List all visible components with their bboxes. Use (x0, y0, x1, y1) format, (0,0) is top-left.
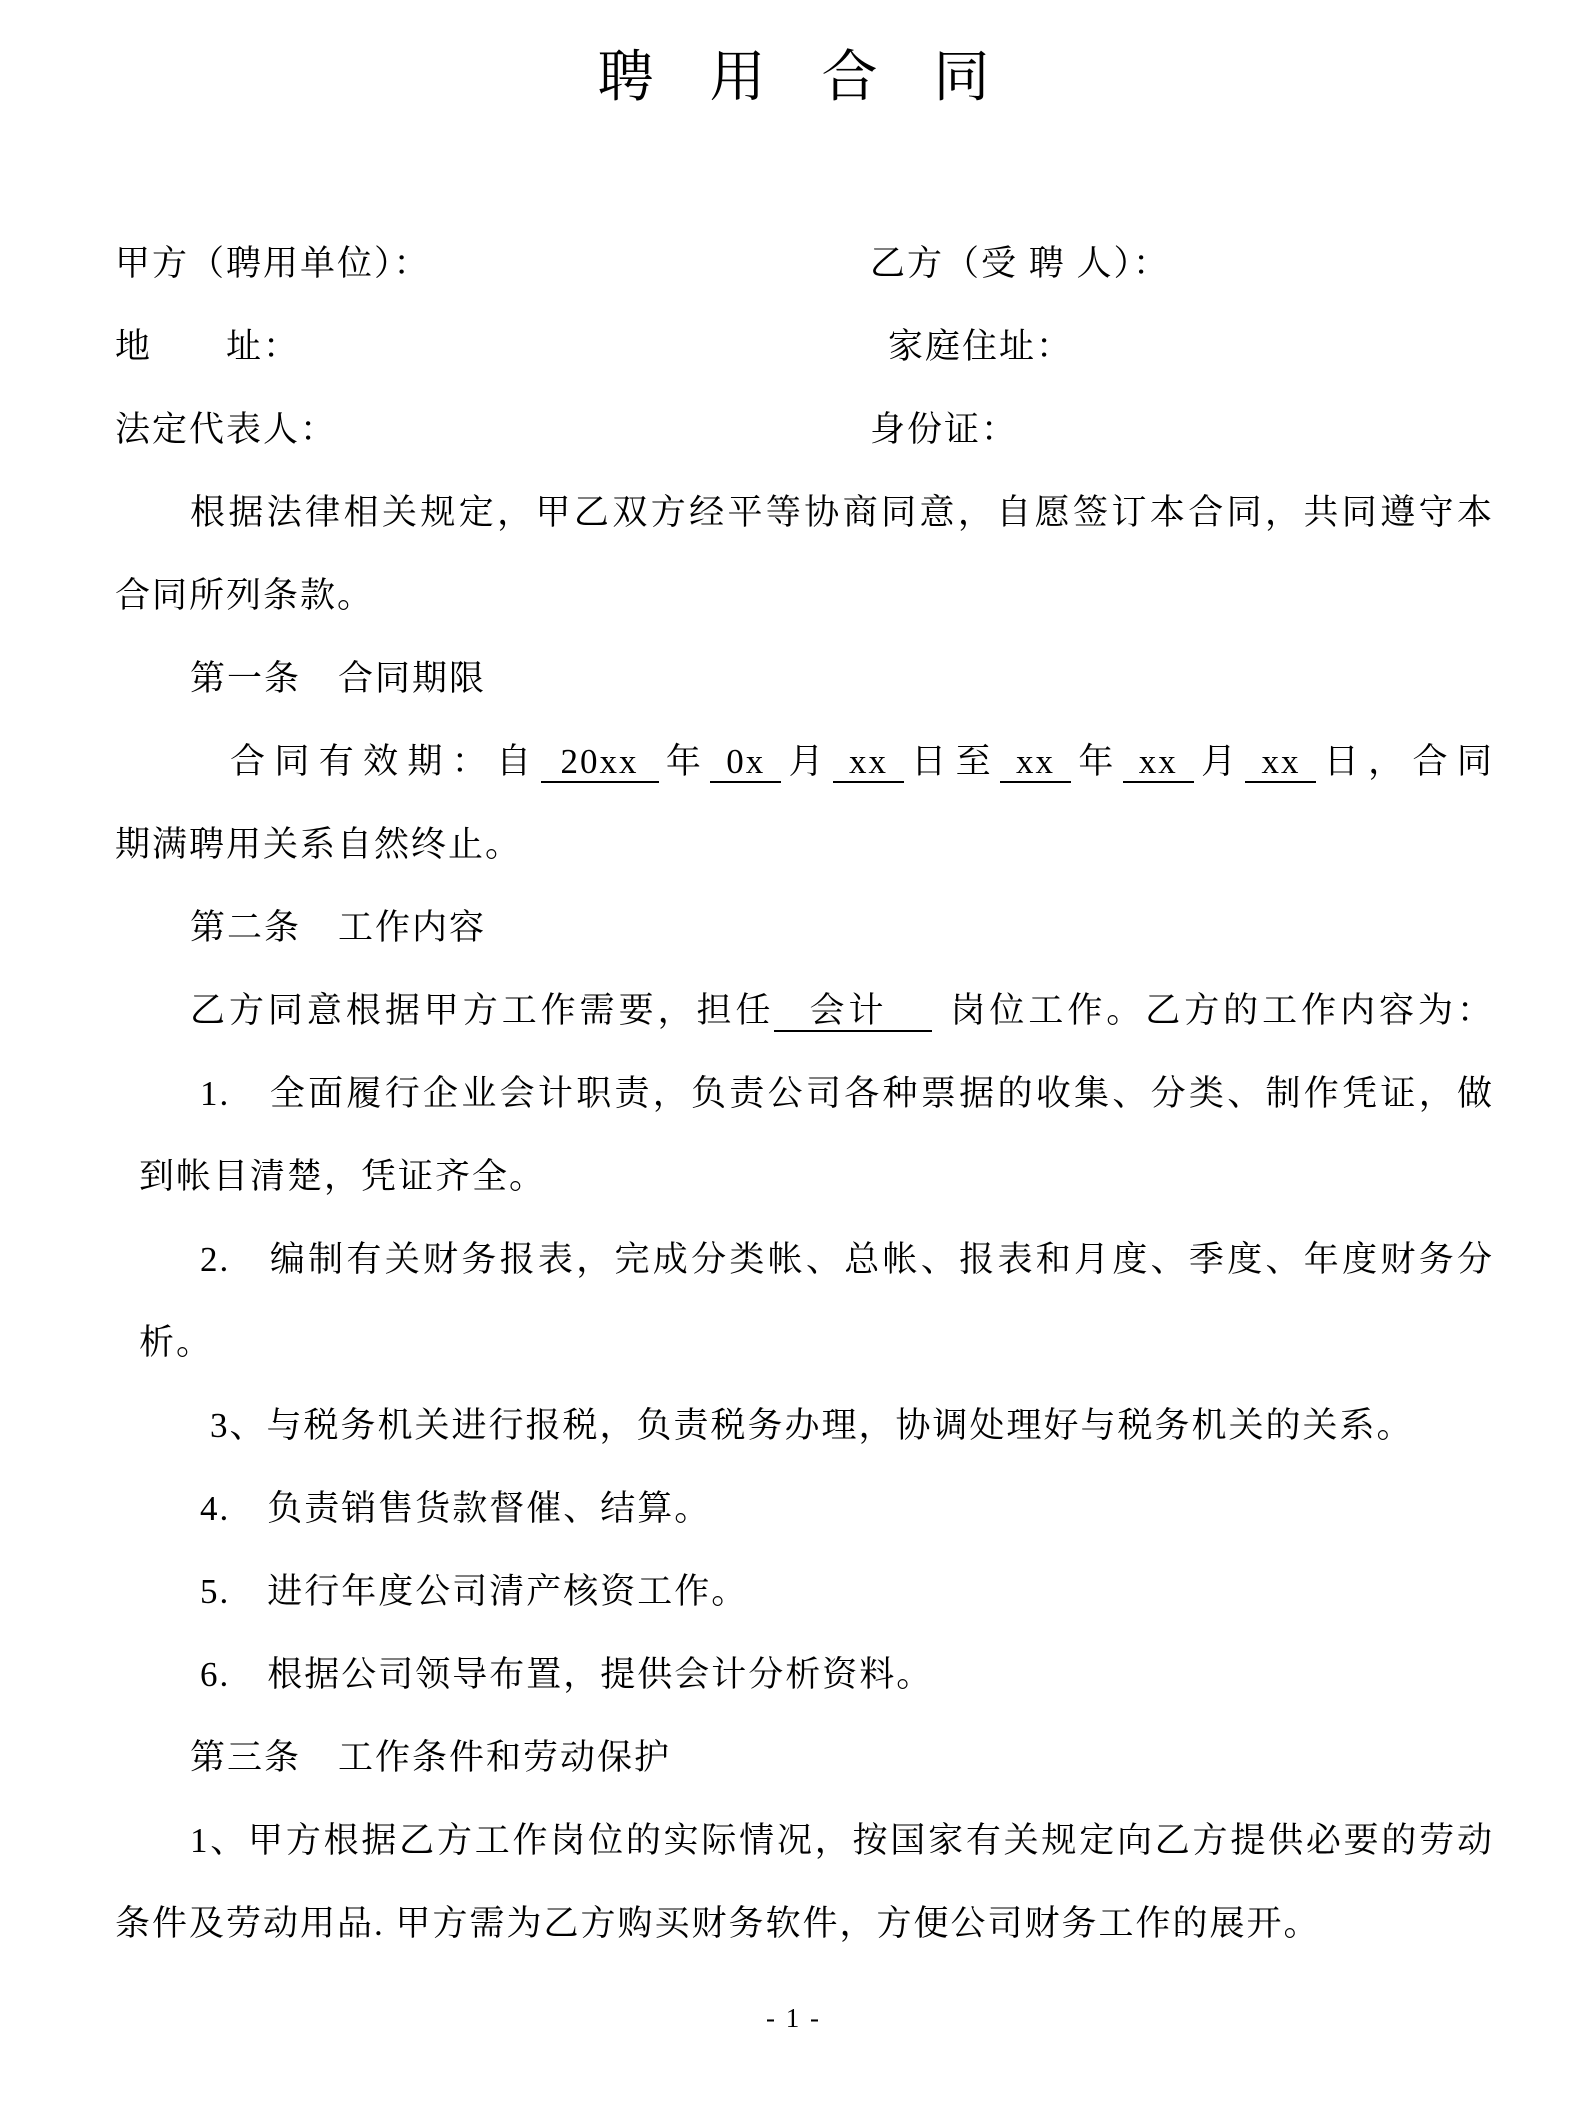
month-label-2: 月 (1193, 742, 1246, 781)
party-a-address-label: 地 址： (115, 327, 301, 366)
work-item-4: 4. 负责销售货款督催、结算。 (200, 1489, 712, 1528)
article3-clause1-line-2: 条件及劳动用品. 甲方需为乙方购买财务软件，方便公司财务工作的展开。 (115, 1904, 1321, 1943)
year-label-1: 年 (658, 742, 711, 781)
party-b-id-label: 身份证： (870, 410, 1019, 449)
month-label-1: 月 (781, 742, 833, 781)
validity-prefix: 合同有效期：自 (230, 742, 541, 781)
party-a-legal-rep-label: 法定代表人： (115, 410, 338, 449)
end-day-blank: xx (1245, 742, 1316, 783)
work-item-2-line-1: 2. 编制有关财务报表，完成分类帐、总帐、报表和月度、季度、年度财务分 (200, 1240, 1494, 1279)
start-month-blank: 0x (710, 742, 781, 783)
to-label: 日至 (903, 742, 1001, 781)
end-year-blank: xx (1000, 742, 1071, 783)
start-day-blank: xx (833, 742, 904, 783)
work-item-6: 6. 根据公司领导布置，提供会计分析资料。 (200, 1655, 934, 1694)
article1-line-2: 期满聘用关系自然终止。 (115, 825, 523, 864)
start-year-blank: 20xx (541, 742, 659, 783)
work-item-1-line-2: 到帐目清楚，凭证齐全。 (139, 1157, 547, 1196)
party-b-home-address-label: 家庭住址： (888, 327, 1074, 366)
work-item-1-line-1: 1. 全面履行企业会计职责，负责公司各种票据的收集、分类、制作凭证，做 (200, 1074, 1494, 1113)
position-line (190, 969, 1494, 1052)
document-body (0, 120, 1587, 1965)
party-b-label: 乙方（受 聘 人）： (870, 244, 1171, 283)
party-a-label: 甲方（聘用单位）： (115, 244, 431, 283)
page-number: - 1 - (766, 2003, 821, 2033)
article2-heading: 第二条 工作内容 (190, 908, 487, 947)
article3-clause1-line-1: 1、甲方根据乙方工作岗位的实际情况，按国家有关规定向乙方提供必要的劳动 (190, 1821, 1494, 1860)
position-blank: 会计 (774, 991, 932, 1032)
work-item-5: 5. 进行年度公司清产核资工作。 (200, 1572, 749, 1611)
end-month-blank: xx (1123, 742, 1194, 783)
position-suffix: 岗位工作。乙方的工作内容为： (950, 991, 1494, 1030)
party-row-3 (115, 388, 1494, 471)
work-item-3: 3、与税务机关进行报税，负责税务办理，协调处理好与税务机关的关系。 (210, 1406, 1414, 1445)
article1-heading: 第一条 合同期限 (190, 659, 487, 698)
year-label-2: 年 (1071, 742, 1123, 781)
work-item-2-line-2: 析。 (139, 1323, 214, 1362)
preamble-line-1: 根据法律相关规定，甲乙双方经平等协商同意，自愿签订本合同，共同遵守本 (190, 493, 1494, 532)
party-row-2 (115, 305, 1494, 388)
document-title: 聘 用 合 同 (597, 47, 990, 109)
preamble-line-2: 合同所列条款。 (115, 576, 375, 615)
validity-period-line (230, 720, 1494, 803)
position-prefix: 乙方同意根据甲方工作需要，担任 (190, 991, 775, 1030)
validity-suffix: 日，合同 (1316, 742, 1494, 781)
party-row-1 (115, 222, 1494, 305)
article3-heading: 第三条 工作条件和劳动保护 (190, 1738, 672, 1777)
